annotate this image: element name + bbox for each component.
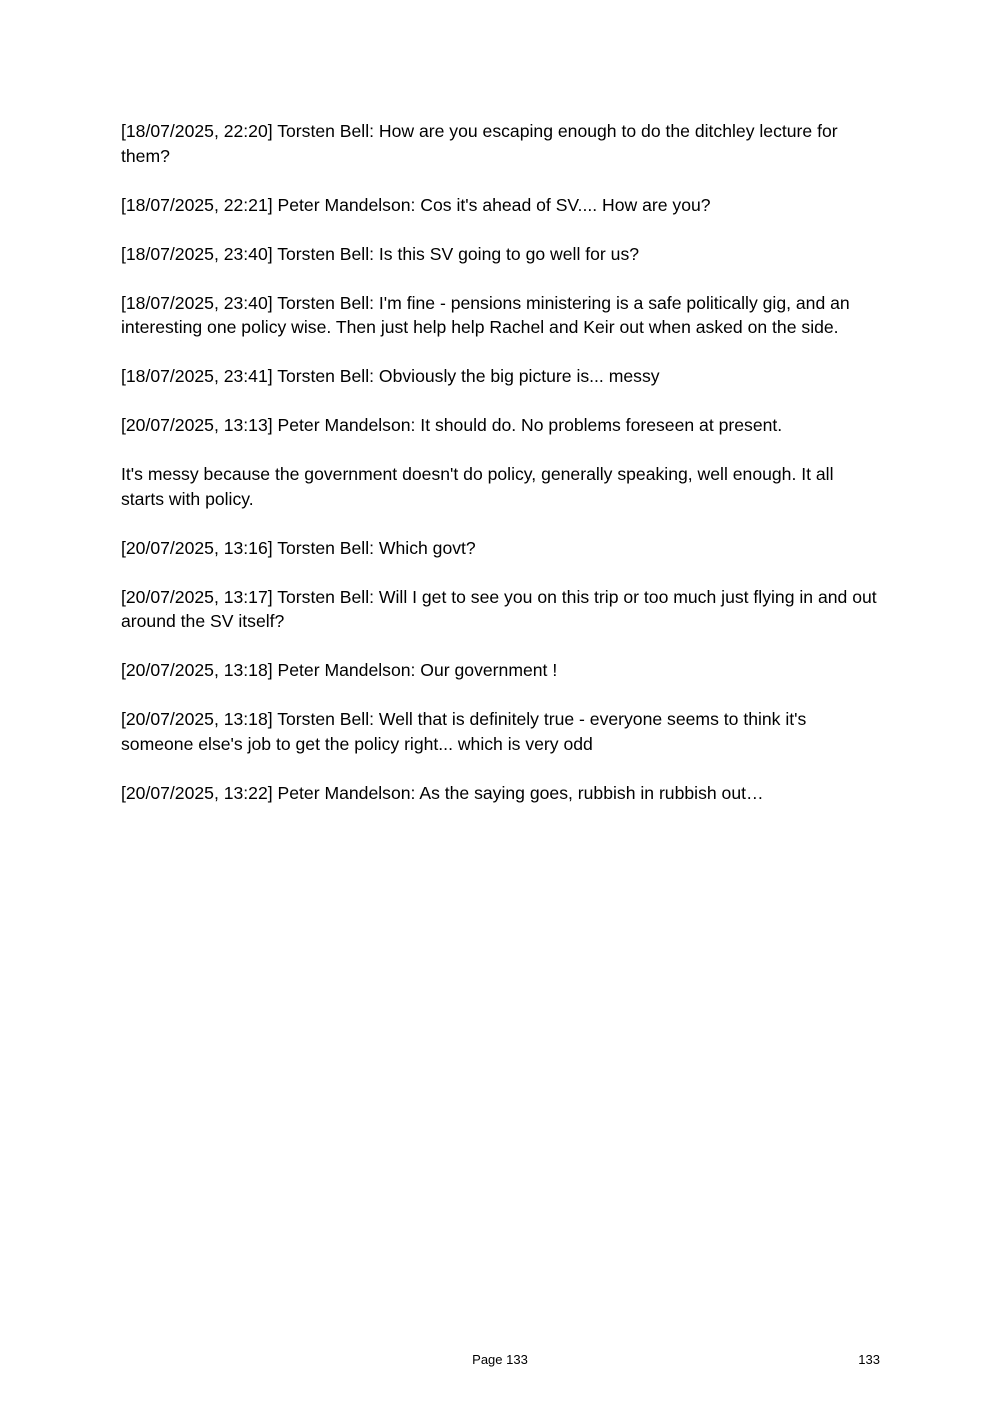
message-paragraph: [18/07/2025, 22:20] Torsten Bell: How are you escaping enough to do the ditchley lecture for them? [121, 121, 838, 166]
footer-page-label: Page 133 [472, 1352, 528, 1367]
message-paragraph: [18/07/2025, 23:40] Torsten Bell: I'm fine - pensions ministering is a safe politically gig, and an interesting one policy wise. Then just help help Rachel and Keir out when asked on the side. [121, 292, 850, 337]
message-paragraph: [18/07/2025, 22:21] Peter Mandelson: Cos it's ahead of SV.... How are you? [121, 194, 711, 215]
message-paragraph: [20/07/2025, 13:18] Torsten Bell: Well that is definitely true - everyone seems to think it's someone else's job to get the policy right... which is very odd [121, 709, 807, 754]
message-paragraph: [20/07/2025, 13:17] Torsten Bell: Will I get to see you on this trip or too much just flying in and out around the SV itself? [121, 586, 877, 631]
message-paragraph: [20/07/2025, 13:16] Torsten Bell: Which govt? [121, 537, 476, 558]
message-paragraph: [18/07/2025, 23:41] Torsten Bell: Obviously the big picture is... messy [121, 366, 660, 386]
message-paragraph: [18/07/2025, 23:40] Torsten Bell: Is this SV going to go well for us? [121, 243, 640, 264]
message-paragraph: [20/07/2025, 13:13] Peter Mandelson: It should do. No problems foreseen at present. [121, 415, 783, 435]
message-paragraph: [20/07/2025, 13:22] Peter Mandelson: As the saying goes, rubbish in rubbish out… [121, 782, 764, 803]
message-paragraph: [20/07/2025, 13:18] Peter Mandelson: Our government ! [121, 660, 558, 680]
message-continuation-paragraph: It's messy because the government doesn't do policy, generally speaking, well enough. It all starts with policy. [121, 464, 834, 509]
message-log [121, 119, 881, 830]
footer-page-number: 133 [858, 1352, 880, 1367]
